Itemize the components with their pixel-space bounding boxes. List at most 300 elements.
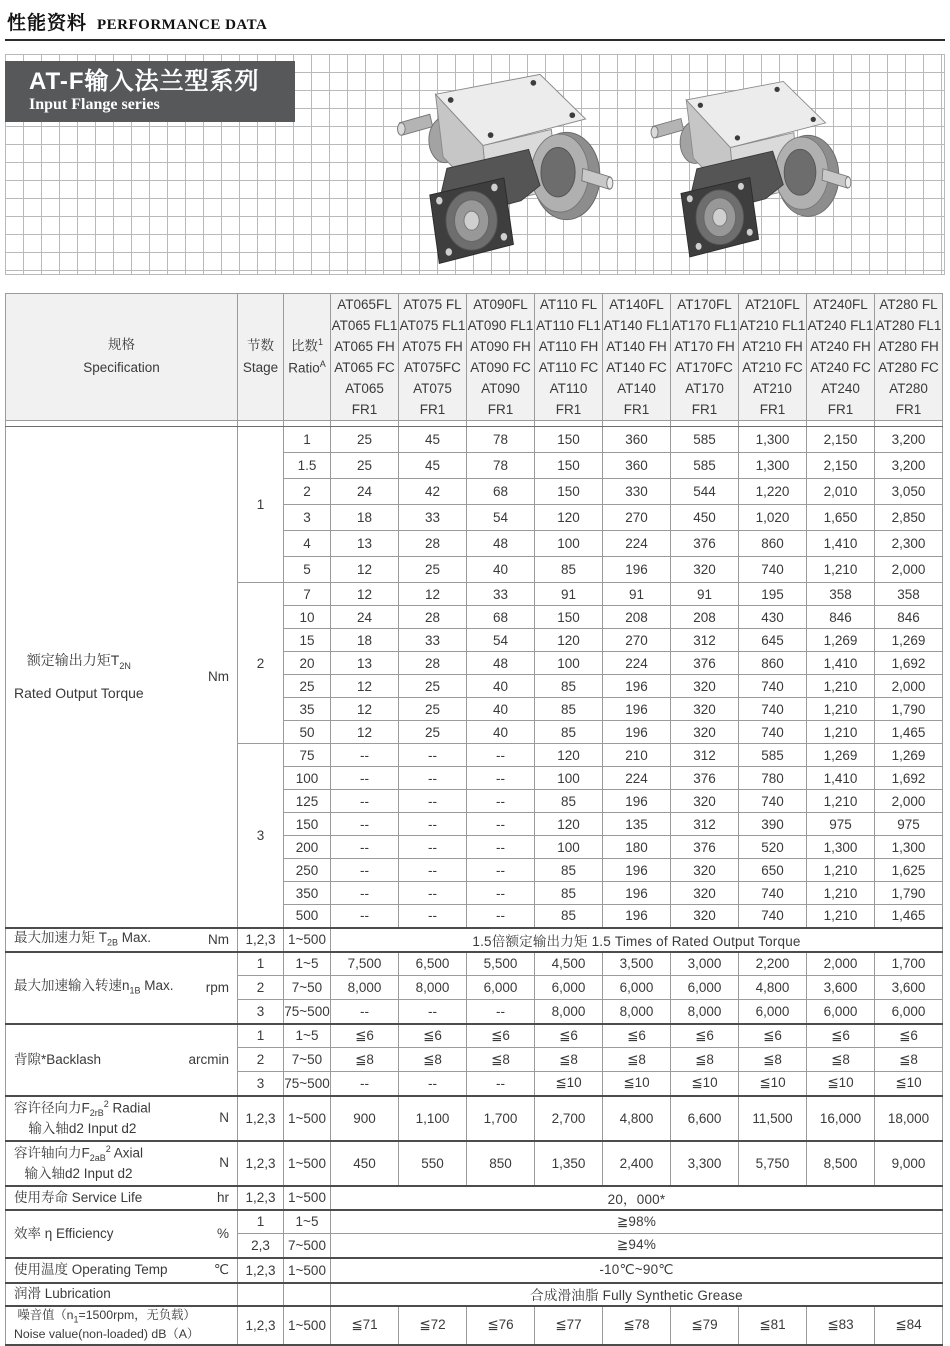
value-cell: ≦10: [603, 1072, 671, 1096]
torque-value-cell: 100: [535, 836, 603, 859]
torque-value-cell: 1,269: [807, 629, 875, 652]
value-cell: --: [331, 1072, 399, 1096]
torque-value-cell: 100: [535, 652, 603, 675]
torque-value-cell: 846: [807, 606, 875, 629]
torque-value-cell: --: [467, 790, 535, 813]
torque-value-cell: 33: [399, 629, 467, 652]
value-cell: 4,500: [535, 952, 603, 976]
torque-value-cell: 2,850: [875, 505, 943, 531]
torque-value-cell: 585: [739, 744, 807, 767]
ratio-cell: 3: [284, 505, 331, 531]
ratio-cell: [284, 1283, 331, 1306]
torque-value-cell: 1,650: [807, 505, 875, 531]
stage-cell: 1,2,3: [238, 1306, 284, 1345]
stage-cell: 2: [238, 583, 284, 744]
torque-value-cell: 54: [467, 505, 535, 531]
value-cell: 8,500: [807, 1141, 875, 1186]
section-row-axial-force: [6, 1141, 943, 1186]
torque-value-cell: 42: [399, 479, 467, 505]
torque-value-cell: 85: [535, 557, 603, 583]
ratio-cell: 200: [284, 836, 331, 859]
value-cell: ≦6: [399, 1024, 467, 1048]
torque-value-cell: 1,210: [807, 790, 875, 813]
torque-value-cell: --: [399, 882, 467, 905]
torque-value-cell: 3,050: [875, 479, 943, 505]
torque-value-cell: 68: [467, 479, 535, 505]
span-value-cell: 1.5倍额定输出力矩 1.5 Times of Rated Output Torque: [331, 928, 943, 952]
torque-value-cell: 224: [603, 767, 671, 790]
torque-value-cell: 120: [535, 813, 603, 836]
spec-label-noise: 噪音值（$n_1=1500rpm$，无负载） Noise value(non-loaded) dB（A）: [6, 1306, 238, 1345]
ratio-cell: 2: [284, 479, 331, 505]
value-cell: 6,600: [671, 1096, 739, 1141]
torque-value-cell: --: [331, 813, 399, 836]
torque-value-cell: 1,410: [807, 652, 875, 675]
stage-cell: 1,2,3: [238, 1141, 284, 1186]
value-cell: 16,000: [807, 1096, 875, 1141]
value-cell: ≦6: [739, 1024, 807, 1048]
ratio-cell: 75~500: [284, 1000, 331, 1024]
torque-value-cell: 40: [467, 557, 535, 583]
torque-value-cell: 196: [603, 557, 671, 583]
ratio-cell: 15: [284, 629, 331, 652]
torque-value-cell: 320: [671, 557, 739, 583]
stage-cell: 3: [238, 1000, 284, 1024]
spec-label-efficiency: 效率 η Efficiency %: [6, 1210, 238, 1258]
torque-value-cell: 390: [739, 813, 807, 836]
torque-value-cell: 1,300: [739, 427, 807, 453]
torque-value-cell: 120: [535, 629, 603, 652]
spec-label-backlash: 背隙*Backlash arcmin: [6, 1024, 238, 1096]
spec-label-rated-output-torque: 额定输出力矩$T_{2N}$ Rated Output Torque Nm: [6, 427, 238, 928]
ratio-cell: 1.5: [284, 453, 331, 479]
torque-value-cell: 376: [671, 531, 739, 557]
value-cell: 450: [331, 1141, 399, 1186]
spec-label-service-life: 使用寿命 Service Life hr: [6, 1186, 238, 1210]
ratio-cell: 1~500: [284, 1186, 331, 1210]
value-cell: ≦6: [467, 1024, 535, 1048]
value-cell: ≦83: [807, 1306, 875, 1345]
torque-value-cell: --: [467, 905, 535, 928]
torque-value-cell: 224: [603, 531, 671, 557]
torque-value-cell: 740: [739, 882, 807, 905]
torque-value-cell: 1,300: [807, 836, 875, 859]
section-row-noise: [6, 1306, 943, 1345]
stage-cell: 1,2,3: [238, 928, 284, 952]
torque-value-cell: 85: [535, 790, 603, 813]
torque-value-cell: 91: [671, 583, 739, 606]
stage-cell: 1: [238, 1024, 284, 1048]
ratio-cell: 5: [284, 557, 331, 583]
torque-value-cell: 1,210: [807, 557, 875, 583]
torque-value-cell: 1,410: [807, 767, 875, 790]
ratio-cell: 1~500: [284, 1141, 331, 1186]
spec-label-axial-force: 容许轴向力$F_{2aB}^2$ Axial 输入轴d2 Input d2 N: [6, 1141, 238, 1186]
stage-cell: 3: [238, 744, 284, 928]
value-cell: 1,700: [467, 1096, 535, 1141]
ratio-cell: 7: [284, 583, 331, 606]
value-cell: ≦78: [603, 1306, 671, 1345]
torque-value-cell: --: [331, 905, 399, 928]
value-cell: ≦8: [671, 1048, 739, 1072]
torque-value-cell: --: [331, 882, 399, 905]
torque-value-cell: 650: [739, 859, 807, 882]
stage-cell: 2,3: [238, 1234, 284, 1258]
ratio-cell: 1~500: [284, 1096, 331, 1141]
section-row-operating-temp: [6, 1258, 943, 1283]
torque-value-cell: 1,625: [875, 859, 943, 882]
value-cell: ≦8: [603, 1048, 671, 1072]
torque-value-cell: 2,300: [875, 531, 943, 557]
torque-value-cell: 358: [875, 583, 943, 606]
torque-value-cell: 975: [875, 813, 943, 836]
torque-value-cell: 376: [671, 652, 739, 675]
torque-value-cell: 180: [603, 836, 671, 859]
ratio-cell: 35: [284, 698, 331, 721]
span-value-cell: 20，000*: [331, 1186, 943, 1210]
torque-value-cell: 780: [739, 767, 807, 790]
torque-value-cell: 312: [671, 813, 739, 836]
torque-value-cell: 3,200: [875, 453, 943, 479]
table-header-row: [6, 294, 943, 421]
torque-value-cell: 520: [739, 836, 807, 859]
ratio-cell: 350: [284, 882, 331, 905]
torque-value-cell: 25: [399, 675, 467, 698]
value-cell: 7,500: [331, 952, 399, 976]
torque-value-cell: 430: [739, 606, 807, 629]
section-row-max-accel-torque: [6, 928, 943, 952]
value-cell: ≦10: [739, 1072, 807, 1096]
torque-value-cell: 48: [467, 531, 535, 557]
torque-value-cell: 975: [807, 813, 875, 836]
torque-value-cell: 78: [467, 427, 535, 453]
torque-value-cell: 376: [671, 767, 739, 790]
value-cell: ≦8: [331, 1048, 399, 1072]
torque-value-cell: 320: [671, 675, 739, 698]
value-cell: 6,500: [399, 952, 467, 976]
ratio-cell: 50: [284, 721, 331, 744]
ratio-cell: 75~500: [284, 1072, 331, 1096]
value-cell: ≦6: [535, 1024, 603, 1048]
value-cell: ≦10: [535, 1072, 603, 1096]
torque-value-cell: 210: [603, 744, 671, 767]
torque-value-cell: 320: [671, 698, 739, 721]
torque-value-cell: 85: [535, 721, 603, 744]
span-value-cell: 合成滑油脂 Fully Synthetic Grease: [331, 1283, 943, 1306]
torque-value-cell: 312: [671, 744, 739, 767]
value-cell: ≦81: [739, 1306, 807, 1345]
torque-value-cell: 196: [603, 859, 671, 882]
value-cell: ≦72: [399, 1306, 467, 1345]
stage-column-header: 节数 Stage: [238, 294, 284, 421]
value-cell: ≦8: [399, 1048, 467, 1072]
model-column-header: AT280 FL AT280 FL1 AT280 FH AT280 FC AT280 FR1: [875, 294, 943, 421]
model-column-header: AT240FL AT240 FL1 AT240 FH AT240 FC AT240 FR1: [807, 294, 875, 421]
torque-value-cell: 25: [399, 698, 467, 721]
value-cell: 8,000: [331, 976, 399, 1000]
torque-value-cell: 85: [535, 882, 603, 905]
value-cell: ≦6: [603, 1024, 671, 1048]
model-column-header: AT065FL AT065 FL1 AT065 FH AT065 FC AT065 FR1: [331, 294, 399, 421]
value-cell: ≦8: [807, 1048, 875, 1072]
value-cell: 6,000: [467, 976, 535, 1000]
ratio-cell: 7~50: [284, 1048, 331, 1072]
torque-value-cell: 54: [467, 629, 535, 652]
value-cell: 4,800: [603, 1096, 671, 1141]
value-cell: ≦6: [807, 1024, 875, 1048]
span-value-cell: ≧94%: [331, 1234, 943, 1258]
ratio-cell: 7~500: [284, 1234, 331, 1258]
torque-value-cell: 85: [535, 859, 603, 882]
value-cell: 6,000: [671, 976, 739, 1000]
value-cell: ≦79: [671, 1306, 739, 1345]
torque-value-cell: 740: [739, 905, 807, 928]
torque-value-cell: 1,269: [875, 744, 943, 767]
torque-value-cell: 1,210: [807, 905, 875, 928]
torque-value-cell: 12: [331, 675, 399, 698]
model-column-header: AT090FL AT090 FL1 AT090 FH AT090 FC AT090 FR1: [467, 294, 535, 421]
torque-value-cell: 24: [331, 479, 399, 505]
value-cell: 6,000: [535, 976, 603, 1000]
torque-value-cell: 1,210: [807, 675, 875, 698]
torque-value-cell: 40: [467, 675, 535, 698]
torque-value-cell: --: [467, 836, 535, 859]
value-cell: 2,700: [535, 1096, 603, 1141]
value-cell: ≦84: [875, 1306, 943, 1345]
torque-value-cell: 544: [671, 479, 739, 505]
torque-value-cell: 196: [603, 675, 671, 698]
stage-cell: [238, 1283, 284, 1306]
torque-value-cell: 196: [603, 721, 671, 744]
ratio-cell: 100: [284, 767, 331, 790]
torque-value-cell: 320: [671, 859, 739, 882]
value-cell: 11,500: [739, 1096, 807, 1141]
value-cell: 1,100: [399, 1096, 467, 1141]
stage-cell: 1,2,3: [238, 1258, 284, 1283]
value-cell: 6,000: [875, 1000, 943, 1024]
torque-value-cell: 740: [739, 557, 807, 583]
torque-value-cell: 25: [399, 557, 467, 583]
ratio-cell: 1~5: [284, 1024, 331, 1048]
torque-value-cell: 740: [739, 721, 807, 744]
torque-value-cell: 1,210: [807, 882, 875, 905]
gearbox-illustration-right: [642, 70, 854, 264]
torque-value-cell: 45: [399, 453, 467, 479]
torque-value-cell: 208: [671, 606, 739, 629]
value-cell: --: [331, 1000, 399, 1024]
torque-value-cell: 25: [399, 721, 467, 744]
ratio-cell: 1~5: [284, 952, 331, 976]
stage-cell: 1: [238, 952, 284, 976]
ratio-cell: 75: [284, 744, 331, 767]
torque-value-cell: 91: [535, 583, 603, 606]
value-cell: 8,000: [671, 1000, 739, 1024]
series-banner-title-zh: AT-F输入法兰型系列: [29, 68, 260, 95]
value-cell: 2,400: [603, 1141, 671, 1186]
value-cell: 8,000: [399, 976, 467, 1000]
value-cell: ≦8: [535, 1048, 603, 1072]
value-cell: ≦10: [671, 1072, 739, 1096]
ratio-cell: 20: [284, 652, 331, 675]
ratio-cell: 1~500: [284, 1258, 331, 1283]
torque-value-cell: 860: [739, 652, 807, 675]
torque-value-cell: 12: [331, 557, 399, 583]
value-cell: 5,750: [739, 1141, 807, 1186]
torque-value-cell: 100: [535, 767, 603, 790]
torque-value-cell: --: [467, 744, 535, 767]
torque-value-cell: --: [399, 767, 467, 790]
value-cell: 4,800: [739, 976, 807, 1000]
torque-value-cell: --: [467, 813, 535, 836]
value-cell: ≦8: [739, 1048, 807, 1072]
torque-value-cell: --: [399, 744, 467, 767]
torque-value-cell: 2,000: [875, 790, 943, 813]
torque-value-cell: 45: [399, 427, 467, 453]
torque-value-cell: --: [331, 836, 399, 859]
section-row-radial-force: [6, 1096, 943, 1141]
torque-value-cell: 33: [467, 583, 535, 606]
value-cell: 8,000: [535, 1000, 603, 1024]
torque-value-cell: 320: [671, 721, 739, 744]
torque-value-cell: 2,150: [807, 453, 875, 479]
ratio-cell: 10: [284, 606, 331, 629]
value-cell: 1,700: [875, 952, 943, 976]
value-cell: 6,000: [807, 1000, 875, 1024]
series-banner-title-en: Input Flange series: [29, 95, 160, 113]
stage-cell: 1: [238, 1210, 284, 1234]
spec-label-operating-temp: 使用温度 Operating Temp ℃: [6, 1258, 238, 1283]
torque-value-cell: 360: [603, 427, 671, 453]
torque-value-cell: 740: [739, 790, 807, 813]
torque-value-cell: --: [467, 882, 535, 905]
torque-value-cell: --: [399, 813, 467, 836]
torque-value-cell: 48: [467, 652, 535, 675]
torque-value-cell: 1,210: [807, 721, 875, 744]
torque-value-cell: 68: [467, 606, 535, 629]
spec-label-lubrication: 润滑 Lubrication: [6, 1283, 238, 1306]
performance-data-table: [5, 293, 943, 1346]
torque-value-cell: 1,300: [875, 836, 943, 859]
ratio-cell: 1~500: [284, 1306, 331, 1345]
spec-label-radial-force: 容许径向力$F_{2rB}^2$ Radial 输入轴d2 Input d2 N: [6, 1096, 238, 1141]
torque-value-cell: 18: [331, 505, 399, 531]
section-row-lubrication: [6, 1283, 943, 1306]
ratio-cell: 25: [284, 675, 331, 698]
torque-value-cell: 150: [535, 427, 603, 453]
torque-value-cell: 150: [535, 606, 603, 629]
torque-value-cell: 120: [535, 744, 603, 767]
torque-value-cell: 358: [807, 583, 875, 606]
ratio-cell: 1~5: [284, 1210, 331, 1234]
stage-cell: 3: [238, 1072, 284, 1096]
torque-value-cell: 1,410: [807, 531, 875, 557]
page-title-zh: 性能资料: [7, 13, 88, 34]
value-cell: --: [399, 1000, 467, 1024]
ratio-cell: 500: [284, 905, 331, 928]
torque-value-cell: 2,010: [807, 479, 875, 505]
torque-value-cell: --: [399, 836, 467, 859]
torque-value-cell: 91: [603, 583, 671, 606]
value-cell: 900: [331, 1096, 399, 1141]
value-cell: 1,350: [535, 1141, 603, 1186]
value-cell: --: [467, 1072, 535, 1096]
torque-value-cell: 33: [399, 505, 467, 531]
torque-value-cell: 740: [739, 698, 807, 721]
torque-value-cell: 135: [603, 813, 671, 836]
page-title: [5, 6, 945, 41]
value-cell: 6,000: [603, 976, 671, 1000]
torque-value-cell: 12: [331, 583, 399, 606]
torque-value-cell: 2,000: [875, 557, 943, 583]
torque-value-cell: 100: [535, 531, 603, 557]
torque-value-cell: 28: [399, 652, 467, 675]
value-cell: ≦6: [331, 1024, 399, 1048]
torque-value-cell: 270: [603, 505, 671, 531]
section-row-max-accel-input-speed: [6, 952, 943, 976]
model-column-header: AT140FL AT140 FL1 AT140 FH AT140 FC AT140 FR1: [603, 294, 671, 421]
torque-value-cell: 85: [535, 698, 603, 721]
torque-value-cell: --: [399, 859, 467, 882]
torque-value-cell: 1,210: [807, 698, 875, 721]
gearbox-illustration-left: [388, 62, 616, 271]
torque-value-cell: 28: [399, 606, 467, 629]
torque-value-cell: 330: [603, 479, 671, 505]
torque-value-cell: 320: [671, 790, 739, 813]
torque-value-cell: --: [331, 790, 399, 813]
torque-value-cell: 1,465: [875, 905, 943, 928]
torque-row: [6, 427, 943, 453]
value-cell: ≦71: [331, 1306, 399, 1345]
value-cell: ≦8: [875, 1048, 943, 1072]
ratio-cell: 125: [284, 790, 331, 813]
torque-value-cell: 585: [671, 427, 739, 453]
torque-value-cell: 85: [535, 905, 603, 928]
torque-value-cell: 1,692: [875, 767, 943, 790]
ratio-column-header: 比数$^1$ Ratio$^A$: [284, 294, 331, 421]
torque-value-cell: --: [399, 790, 467, 813]
torque-value-cell: 1,465: [875, 721, 943, 744]
torque-value-cell: 270: [603, 629, 671, 652]
torque-value-cell: 40: [467, 698, 535, 721]
torque-value-cell: 120: [535, 505, 603, 531]
stage-cell: 1,2,3: [238, 1096, 284, 1141]
stage-cell: 1: [238, 427, 284, 583]
torque-value-cell: --: [331, 767, 399, 790]
torque-value-cell: 196: [603, 882, 671, 905]
model-column-header: AT110 FL AT110 FL1 AT110 FH AT110 FC AT110 FR1: [535, 294, 603, 421]
hero-grid-section: [5, 54, 945, 275]
ratio-cell: 1~500: [284, 928, 331, 952]
value-cell: ≦10: [875, 1072, 943, 1096]
torque-value-cell: 12: [331, 698, 399, 721]
torque-value-cell: 24: [331, 606, 399, 629]
torque-value-cell: 1,210: [807, 859, 875, 882]
value-cell: 5,500: [467, 952, 535, 976]
torque-value-cell: 150: [535, 453, 603, 479]
torque-value-cell: 13: [331, 531, 399, 557]
value-cell: ≦76: [467, 1306, 535, 1345]
section-row-backlash: [6, 1024, 943, 1048]
torque-value-cell: 1,020: [739, 505, 807, 531]
torque-value-cell: 28: [399, 531, 467, 557]
value-cell: ≦6: [875, 1024, 943, 1048]
value-cell: 850: [467, 1141, 535, 1186]
value-cell: 3,300: [671, 1141, 739, 1186]
torque-value-cell: 12: [399, 583, 467, 606]
ratio-cell: 4: [284, 531, 331, 557]
value-cell: ≦10: [807, 1072, 875, 1096]
torque-value-cell: 196: [603, 698, 671, 721]
